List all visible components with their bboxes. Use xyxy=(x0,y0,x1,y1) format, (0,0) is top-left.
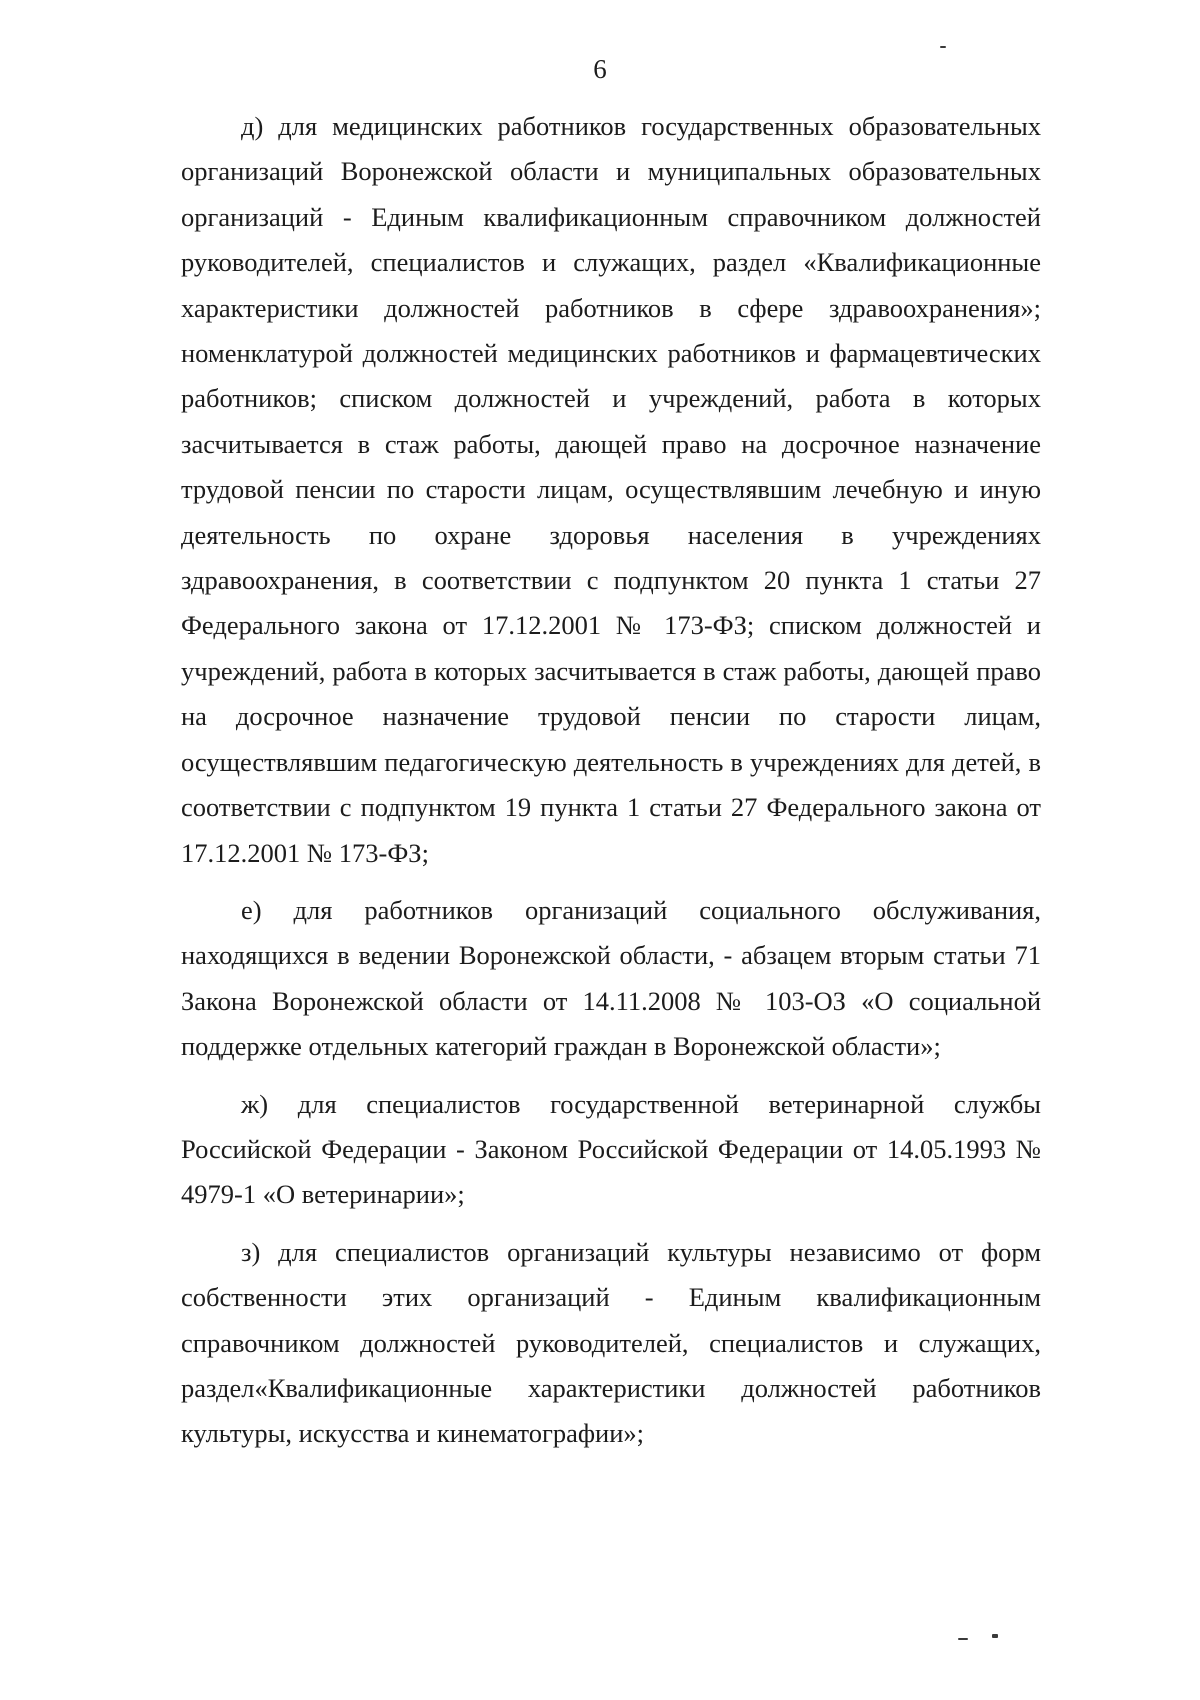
scan-speck xyxy=(940,46,946,48)
paragraph-zh: ж) для специалистов государственной ветеринарной службы Российской Федерации - Законом Российской Федерации от 14.05.1993 № 4979-1 «О ветеринарии»; xyxy=(181,1088,1041,1210)
paragraph-z: з) для специалистов организаций культуры независимо от форм собственности этих организаций - Единым квалификационным справочником должностей руководителей, специалистов и служащих, раздел«Квалификационные характеристики должностей работников культуры, искусства и кинематографии»; xyxy=(181,1236,1041,1449)
scan-speck xyxy=(958,1638,968,1640)
page-number: 6 xyxy=(593,54,607,84)
document-body xyxy=(181,104,1041,1457)
paragraph-e: е) для работников организаций социального обслуживания, находящихся в ведении Воронежской области, - абзацем вторым статьи 71 Закона Воронежской области от 14.11.2008 № 103-ОЗ «О социальной поддержке отдельных категорий граждан в Воронежской области»; xyxy=(181,894,1041,1062)
scan-speck xyxy=(992,1634,998,1638)
paragraph-d: д) для медицинских работников государственных образовательных организаций Воронежской области и муниципальных образовательных организаций - Единым квалификационным справочником должностей руководителей, специалистов и служащих, раздел «Квалификационные характеристики должностей работников в сфере здравоохранения»; номенклатурой должностей медицинских работников и фармацевтических работников; списком должностей и учреждений, работа в которых засчитывается в стаж работы, дающей право на досрочное назначение трудовой пенсии по старости лицам, осуществлявшим лечебную и иную деятельность по охране здоровья населения в учреждениях здравоохранения, в соответствии с подпунктом 20 пункта 1 статьи 27 Федерального закона от 17.12.2001 № 173-ФЗ; списком должностей и учреждений, работа в которых засчитывается в стаж работы, дающей право на досрочное назначение трудовой пенсии по старости лицам, осуществлявшим педагогическую деятельность в учреждениях для детей, в соответствии с подпунктом 19 пункта 1 статьи 27 Федерального закона от 17.12.2001 № 173-ФЗ; xyxy=(181,111,1041,868)
